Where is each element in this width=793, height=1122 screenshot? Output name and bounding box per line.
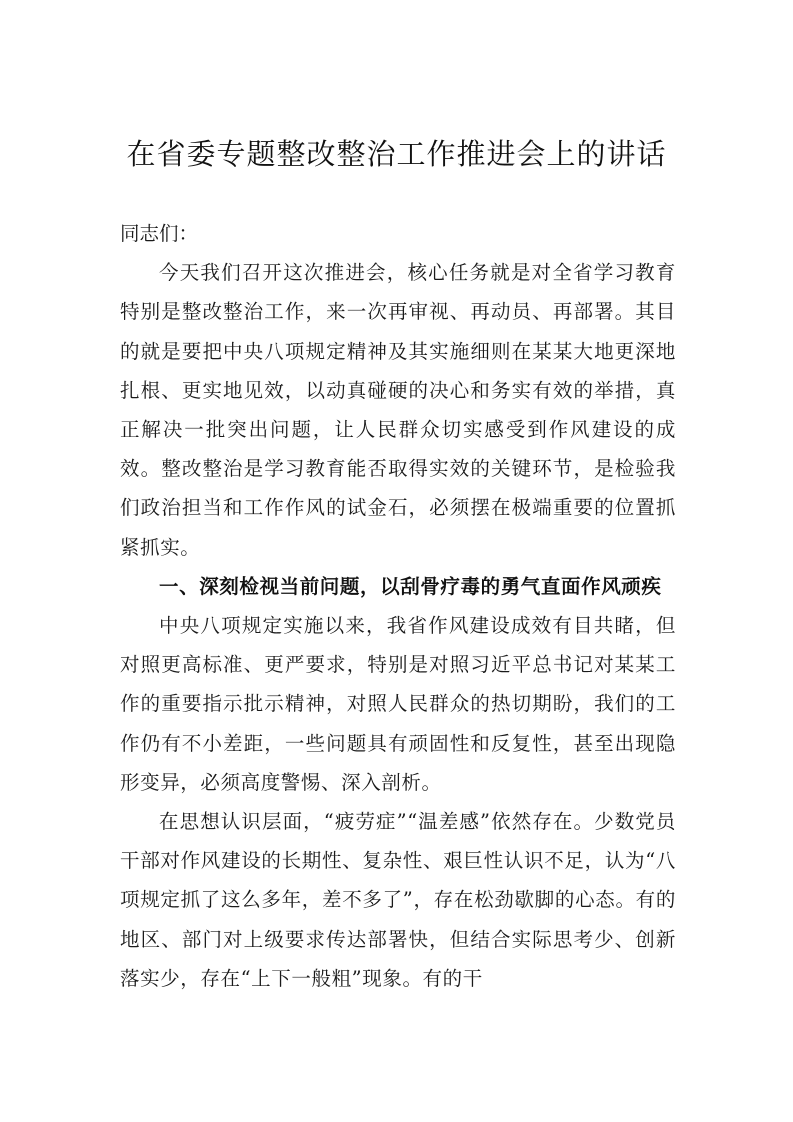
intro-paragraph: 今天我们召开这次推进会，核心任务就是对全省学习教育特别是整改整治工作，来一次再审视、再动员、再部署。其目的就是要把中央八项规定精神及其实施细则在某某大地更深地扎根、更实地见效，以动真碰硬的决心和务实有效的举措，真正解决一批突出问题，让人民群众切实感受到作风建设的成效。整改整治是学习教育能否取得实效的关键环节，是检验我们政治担当和工作作风的试金石，必须摆在极端重要的位置抓紧抓实。 [120, 261, 676, 559]
section-1-paragraph-1: 中央八项规定实施以来，我省作风建设成效有目共睹，但对照更高标准、更严要求，特别是对照习近平总书记对某某工作的重要指示批示精神，对照人民群众的热切期盼，我们的工作仍有不小差距，一些问题具有顽固性和反复性，甚至出现隐形变异，必须高度警惕、深入剖析。 [120, 614, 676, 794]
document-title: 在省委专题整改整治工作推进会上的讲话 [126, 137, 667, 171]
section-heading-1: 一、深刻检视当前问题，以刮骨疗毒的勇气直面作风顽疾 [159, 574, 662, 598]
document-body [120, 214, 676, 998]
salutation: 同志们： [120, 222, 199, 245]
section-1-paragraph-2: 在思想认识层面，“疲劳症”“温差感”依然存在。少数党员干部对作风建设的长期性、复杂性、艰巨性认识不足，认为“八项规定抓了这么多年，差不多了”，存在松劲歇脚的心态。有的地区、部门对上级要求传达部署快，但结合实际思考少、创新落实少，存在“上下一般粗”现象。有的干 [120, 810, 676, 990]
